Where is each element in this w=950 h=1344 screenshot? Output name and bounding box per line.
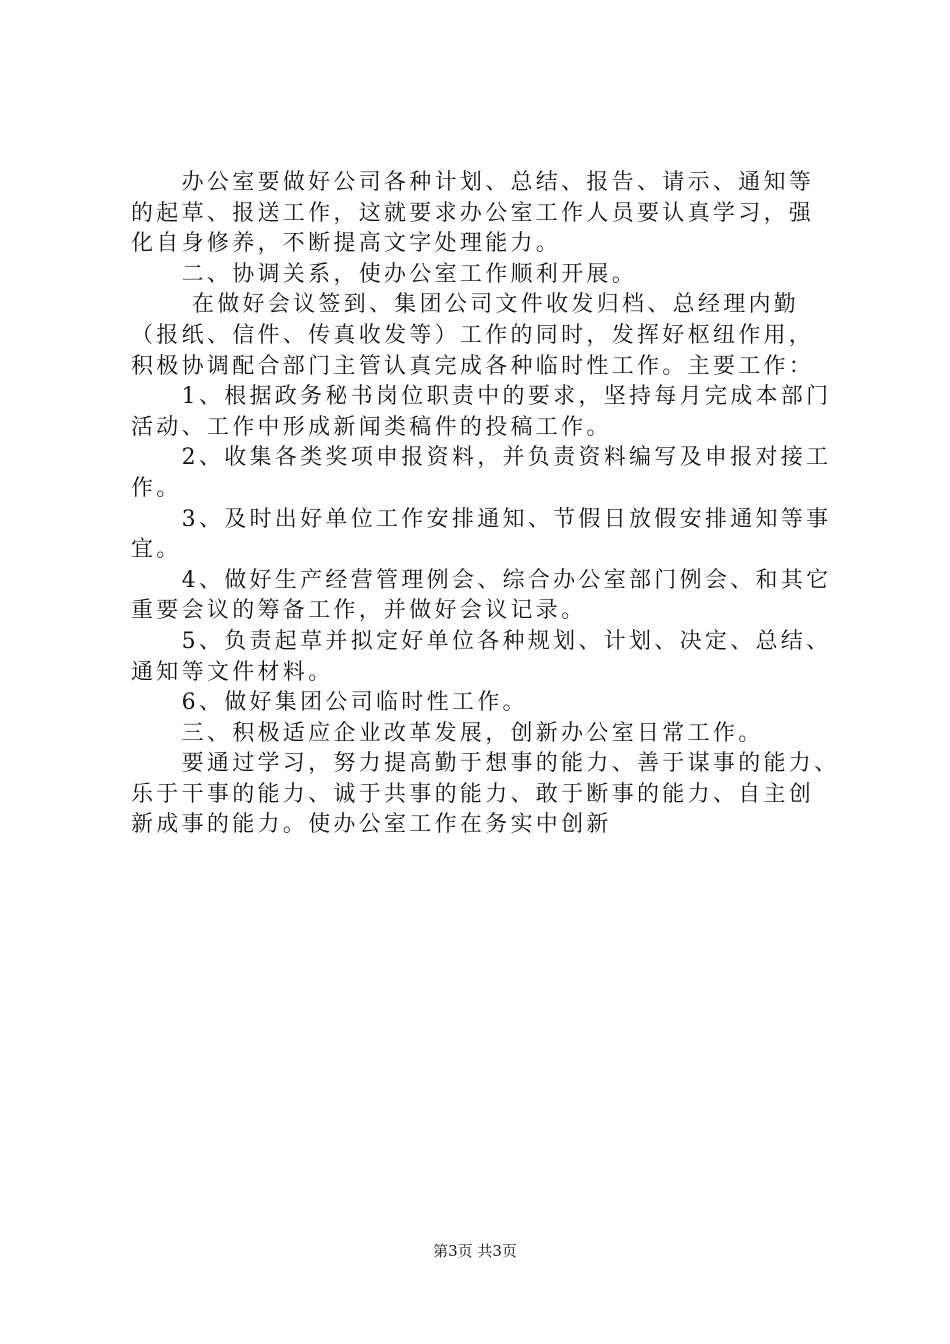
text-line: 乐于干事的能力、诚于共事的能力、敢于断事的能力、自主创	[131, 781, 815, 807]
text-line: 作。	[131, 475, 182, 501]
text-line: 化自身修养，不断提高文字处理能力。	[131, 231, 562, 257]
list-item: 5、负责起草并拟定好单位各种规划、计划、决定、总结、	[131, 628, 832, 654]
text-line: 新成事的能力。使办公室工作在务实中创新	[131, 812, 612, 838]
text-line: 活动、工作中形成新闻类稿件的投稿工作。	[131, 414, 612, 440]
text-line: 要通过学习，努力提高勤于想事的能力、善于谋事的能力、	[131, 751, 840, 777]
text-line: 在做好会议签到、集团公司文件收发归档、总经理内勤	[131, 292, 800, 318]
section-heading: 三、积极适应企业改革发展，创新办公室日常工作。	[131, 720, 764, 746]
text-line: 积极协调配合部门主管认真完成各种临时性工作。主要工作：	[131, 353, 815, 379]
text-line: 办公室要做好公司各种计划、总结、报告、请示、通知等	[131, 170, 815, 195]
list-item: 1、根据政务秘书岗位职责中的要求，坚持每月完成本部门	[131, 384, 832, 410]
page-number: 第3页 共3页	[433, 1242, 517, 1260]
body-text	[131, 168, 840, 841]
list-item: 4、做好生产经营管理例会、综合办公室部门例会、和其它	[131, 567, 832, 593]
text-line: 通知等文件材料。	[131, 659, 334, 685]
list-item: 3、及时出好单位工作安排通知、节假日放假安排通知等事	[131, 506, 832, 532]
text-line: 重要会议的筹备工作，并做好会议记录。	[131, 598, 587, 624]
text-line: 宜。	[131, 537, 182, 563]
text-line: （报纸、信件、传真收发等）工作的同时，发挥好枢纽作用，	[131, 322, 815, 348]
page-footer	[0, 1241, 950, 1261]
list-item: 6、做好集团公司临时性工作。	[131, 690, 528, 716]
text-line: 的起草、报送工作，这就要求办公室工作人员要认真学习，强	[131, 200, 815, 226]
section-heading: 二、协调关系，使办公室工作顺利开展。	[131, 261, 638, 287]
list-item: 2、收集各类奖项申报资料，并负责资料编写及申报对接工	[131, 445, 832, 471]
